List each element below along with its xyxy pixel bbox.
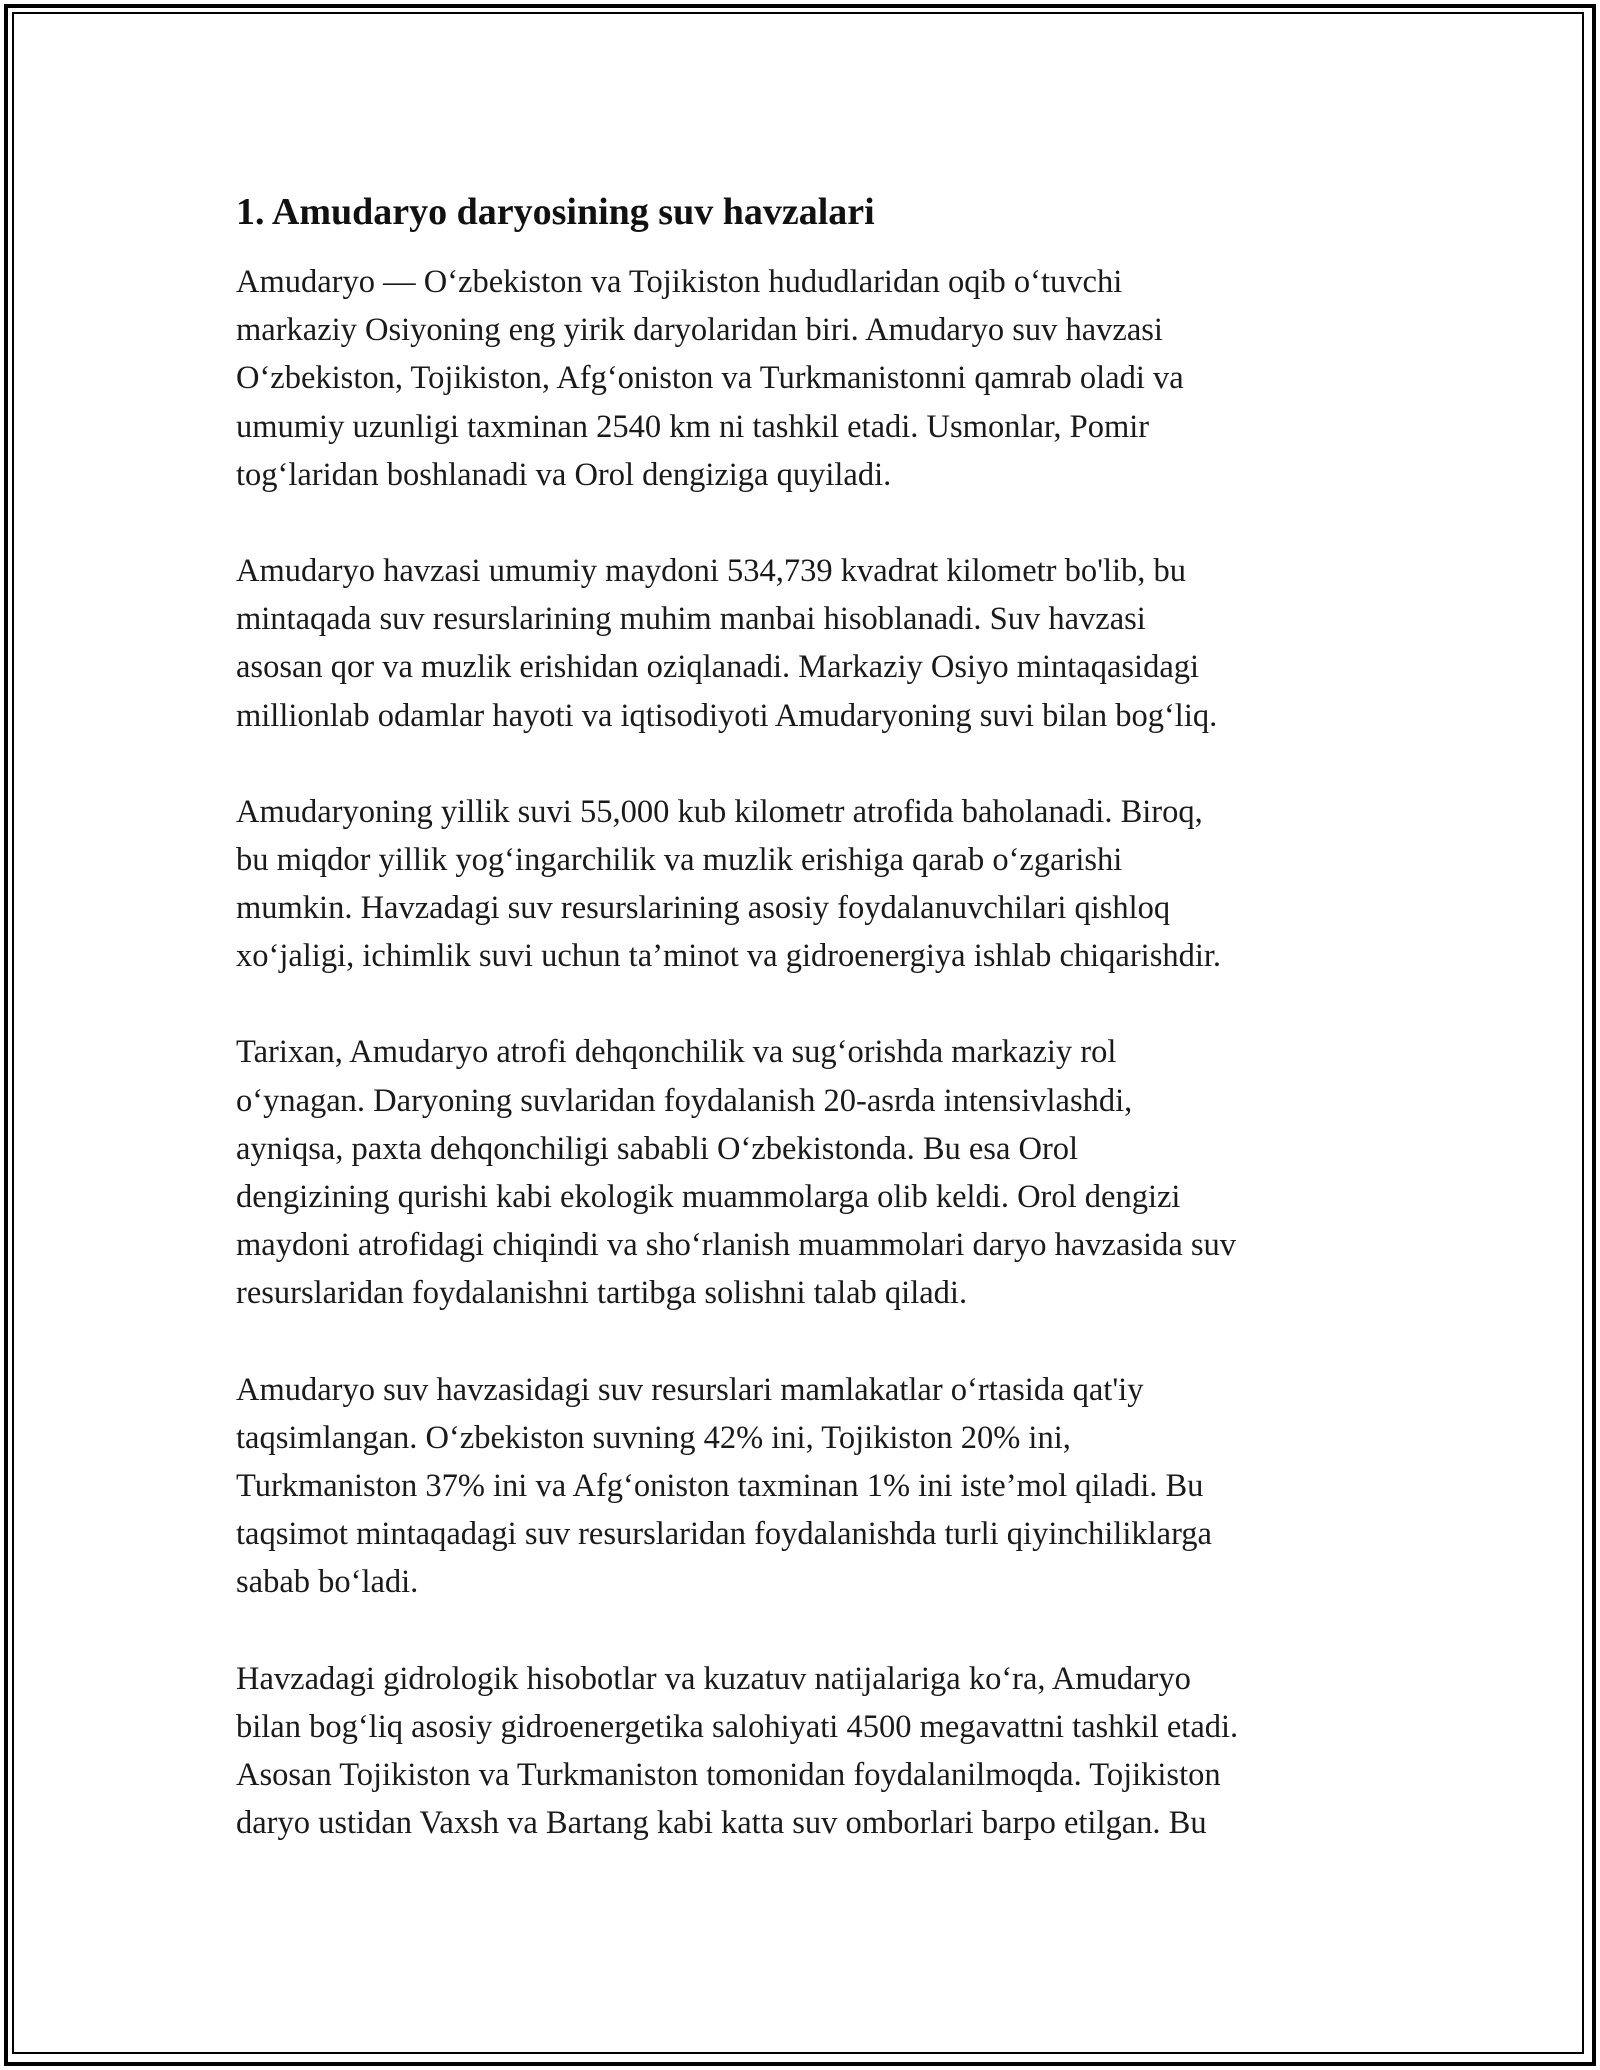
paragraph-5 <box>236 1366 1376 1607</box>
paragraph-line: Turkmaniston 37% ini va Afg‘oniston taxminan 1% ini iste’mol qiladi. Bu <box>236 1467 1204 1504</box>
paragraph-line: maydoni atrofidagi chiqindi va sho‘rlanish muammolari daryo havzasida suv <box>236 1227 1237 1264</box>
paragraph-line: Amudaryo — O‘zbekiston va Tojikiston hududlaridan oqib o‘tuvchi <box>236 264 1123 300</box>
paragraph-line: Havzadagi gidrologik hisobotlar va kuzatuv natijalariga ko‘ra, Amudaryo <box>236 1660 1191 1697</box>
paragraph-1 <box>236 258 1376 499</box>
paragraph-line: Amudaryo havzasi umumiy maydoni 534,739 kvadrat kilometr bo'lib, bu <box>236 552 1187 589</box>
paragraph-line: mumkin. Havzadagi suv resurslarining asosiy foydalanuvchilari qishloq <box>236 890 1171 927</box>
paragraph-line: Amudaryo suv havzasidagi suv resurslari mamlakatlar o‘rtasida qat'iy <box>236 1371 1144 1408</box>
paragraph-line: O‘zbekiston, Tojikiston, Afg‘oniston va Turkmanistonni qamrab oladi va <box>236 360 1184 397</box>
paragraph-line: Asosan Tojikiston va Turkmaniston tomonidan foydalanilmoqda. Tojikiston <box>236 1756 1221 1793</box>
paragraph-line: asosan qor va muzlik erishidan oziqlanadi. Markaziy Osiyo mintaqasidagi <box>236 649 1200 686</box>
paragraph-line: Tarixan, Amudaryo atrofi dehqonchilik va sug‘orishda markaziy rol <box>236 1034 1117 1071</box>
paragraph-4 <box>236 1028 1376 1317</box>
paragraph-line: bu miqdor yillik yog‘ingarchilik va muzlik erishiga qarab o‘zgarishi <box>236 841 1123 878</box>
paragraph-line: resurslaridan foydalanishni tartibga solishni talab qiladi. <box>236 1275 968 1312</box>
paragraph-line: sabab bo‘ladi. <box>236 1564 419 1601</box>
paragraph-line: taqsimot mintaqadagi suv resurslaridan foydalanishda turli qiyinchiliklarga <box>236 1516 1212 1553</box>
paragraph-line: taqsimlangan. O‘zbekiston suvning 42% ini, Tojikiston 20% ini, <box>236 1419 1071 1456</box>
paragraph-line: mintaqada suv resurslarining muhim manbai hisoblanadi. Suv havzasi <box>236 601 1146 638</box>
paragraph-line: dengizining qurishi kabi ekologik muammolarga olib keldi. Orol dengizi <box>236 1179 1181 1215</box>
paragraph-line: umumiy uzunligi taxminan 2540 km ni tashkil etadi. Usmonlar, Pomir <box>236 408 1150 445</box>
paragraph-line: millionlab odamlar hayoti va iqtisodiyoti Amudaryoning suvi bilan bog‘liq. <box>236 697 1218 734</box>
paragraph-2 <box>236 547 1376 740</box>
paragraph-line: tog‘laridan boshlanadi va Orol dengiziga quyiladi. <box>236 456 892 493</box>
document-page <box>236 188 1376 1895</box>
paragraph-line: ayniqsa, paxta dehqonchiligi sababli O‘zbekistonda. Bu esa Orol <box>236 1130 1079 1167</box>
paragraph-line: xo‘jaligi, ichimlik suvi uchun ta’minot va gidroenergiya ishlab chiqarishdir. <box>236 938 1222 975</box>
paragraph-3 <box>236 788 1376 981</box>
paragraph-line: daryo ustidan Vaxsh va Bartang kabi katta suv omborlari barpo etilgan. Bu <box>236 1805 1207 1842</box>
paragraph-line: bilan bog‘liq asosiy gidroenergetika salohiyati 4500 megavattni tashkil etadi. <box>236 1708 1239 1745</box>
paragraph-line: o‘ynagan. Daryoning suvlaridan foydalanish 20-asrda intensivlashdi, <box>236 1082 1133 1119</box>
paragraph-line: Amudaryoning yillik suvi 55,000 kub kilometr atrofida baholanadi. Biroq, <box>236 793 1203 830</box>
paragraph-line: markaziy Osiyoning eng yirik daryolaridan biri. Amudaryo suv havzasi <box>236 312 1163 349</box>
paragraph-6 <box>236 1655 1376 1848</box>
section-heading: 1. Amudaryo daryosining suv havzalari <box>236 191 875 233</box>
